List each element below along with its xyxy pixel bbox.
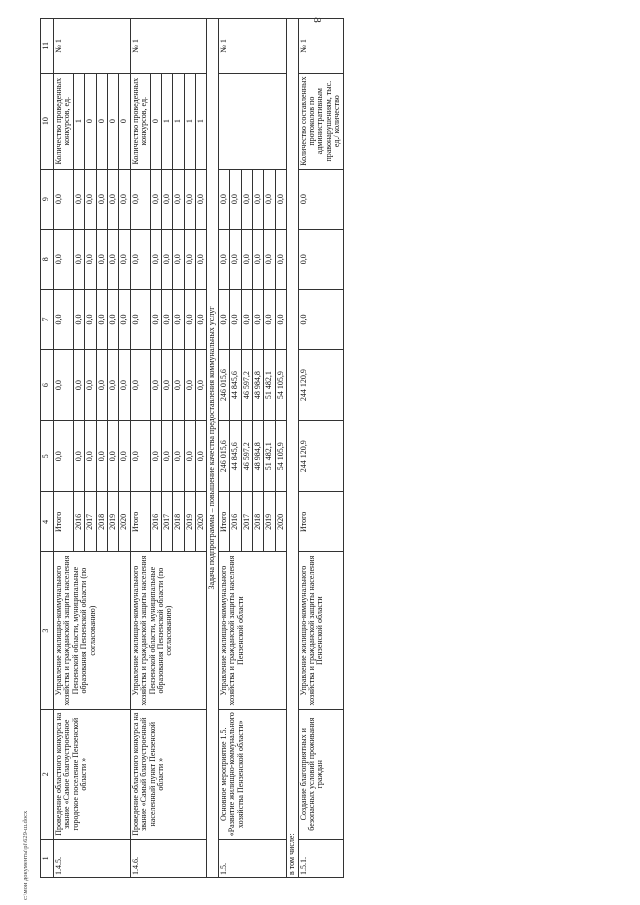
indicator-value: 1 xyxy=(73,73,84,169)
value-cell: 54 105,9 xyxy=(275,421,286,492)
year-cell: 2019 xyxy=(107,492,118,552)
program-table xyxy=(40,18,344,878)
value-cell: 48 984,8 xyxy=(253,350,264,421)
value-cell: 44 845,6 xyxy=(230,421,241,492)
value-cell: 0,0 xyxy=(150,421,161,492)
value-cell: 0,0 xyxy=(150,289,161,349)
table-row xyxy=(130,19,150,878)
value-cell: 0,0 xyxy=(253,169,264,229)
value-cell: 0,0 xyxy=(107,350,118,421)
value-cell: 0,0 xyxy=(253,289,264,349)
value-cell: 0,0 xyxy=(264,169,275,229)
value-cell: 0,0 xyxy=(54,229,74,289)
value-cell: 0,0 xyxy=(85,289,96,349)
column-header: 10 xyxy=(41,73,54,169)
executor: Управление жилищно-коммунального хозяйства и гражданской защиты населения Пензенской области, муниципальные образования Пензенской области (по согласованию) xyxy=(54,552,131,709)
value-cell: 0,0 xyxy=(173,289,184,349)
value-cell: 0,0 xyxy=(54,169,74,229)
year-cell: 2018 xyxy=(96,492,107,552)
row-number: 1.5. xyxy=(218,839,286,877)
year-cell: 2017 xyxy=(85,492,96,552)
value-cell: 0,0 xyxy=(184,229,195,289)
value-cell: 44 845,6 xyxy=(230,350,241,421)
value-cell: 0,0 xyxy=(196,169,207,229)
indicator-value: 0 xyxy=(85,73,96,169)
value-cell: 0,0 xyxy=(275,229,286,289)
rotated-page xyxy=(40,18,620,878)
footer-path: c:\мои документы\pi\629-ш.docx xyxy=(22,810,29,900)
value-cell: 0,0 xyxy=(73,350,84,421)
value-cell: 0,0 xyxy=(119,229,130,289)
value-cell: 0,0 xyxy=(298,229,343,289)
link-cell: № 1 xyxy=(218,19,286,74)
indicator-value: 0 xyxy=(119,73,130,169)
value-cell: 51 482,1 xyxy=(264,421,275,492)
indicator-name xyxy=(218,73,286,169)
indicator-name: Количество проведенных конкурсов, ед. xyxy=(54,73,74,169)
value-cell: 0,0 xyxy=(96,229,107,289)
value-cell: 54 105,9 xyxy=(275,350,286,421)
executor: Управление жилищно-коммунального хозяйства и гражданской защиты населения Пензенской области, муниципальные образования Пензенской области (по согласованию) xyxy=(130,552,207,709)
header-row xyxy=(41,19,54,878)
value-cell: 0,0 xyxy=(85,421,96,492)
year-cell: 2020 xyxy=(275,492,286,552)
value-cell: 0,0 xyxy=(73,169,84,229)
column-header: 8 xyxy=(41,229,54,289)
measure-name: Проведение областного конкурса на звание «Самое благоустроенное городское поселение Пензенской области » xyxy=(54,709,131,839)
column-header: 3 xyxy=(41,552,54,709)
value-cell: 0,0 xyxy=(298,169,343,229)
indicator-value: 0 xyxy=(150,73,161,169)
column-header: 6 xyxy=(41,350,54,421)
value-cell: 0,0 xyxy=(73,421,84,492)
indicator-value: 1 xyxy=(184,73,195,169)
row-number: 1.4.5. xyxy=(54,839,131,877)
value-cell: 0,0 xyxy=(264,289,275,349)
value-cell: 0,0 xyxy=(161,229,172,289)
value-cell: 0,0 xyxy=(196,289,207,349)
value-cell: 0,0 xyxy=(96,350,107,421)
value-cell: 0,0 xyxy=(130,169,150,229)
value-cell: 0,0 xyxy=(85,169,96,229)
value-cell: 0,0 xyxy=(130,350,150,421)
measure-name: Основное мероприятие 1.5. «Развитие жилищно-коммунального хозяйства Пензенской области» xyxy=(218,709,286,839)
year-cell: 2019 xyxy=(264,492,275,552)
value-cell: 0,0 xyxy=(161,350,172,421)
row-number: 1.5.1. xyxy=(298,839,343,877)
section-title: Задача подпрограммы – повышение качества предоставления коммунальных услуг xyxy=(207,19,218,878)
value-cell: 0,0 xyxy=(73,289,84,349)
value-cell: 0,0 xyxy=(173,169,184,229)
year-cell: 2018 xyxy=(253,492,264,552)
indicator-value: 1 xyxy=(173,73,184,169)
value-cell: 0,0 xyxy=(184,421,195,492)
value-cell: 0,0 xyxy=(253,229,264,289)
value-cell: 0,0 xyxy=(130,229,150,289)
value-cell: 46 597,2 xyxy=(241,421,252,492)
value-cell: 0,0 xyxy=(173,350,184,421)
value-cell: 48 984,8 xyxy=(253,421,264,492)
year-cell: 2017 xyxy=(241,492,252,552)
table-row xyxy=(298,19,343,878)
value-cell: 0,0 xyxy=(196,421,207,492)
section-row xyxy=(207,19,218,878)
year-cell: Итого xyxy=(54,492,74,552)
value-cell: 0,0 xyxy=(173,229,184,289)
value-cell: 0,0 xyxy=(130,289,150,349)
value-cell: 0,0 xyxy=(275,169,286,229)
link-cell: № 1 xyxy=(130,19,207,74)
value-cell: 0,0 xyxy=(85,350,96,421)
value-cell: 46 597,2 xyxy=(241,350,252,421)
column-header: 4 xyxy=(41,492,54,552)
value-cell: 0,0 xyxy=(107,229,118,289)
year-cell: 2017 xyxy=(161,492,172,552)
year-cell: 2020 xyxy=(119,492,130,552)
indicator-name: Количество проведенных конкурсов, ед. xyxy=(130,73,150,169)
value-cell: 0,0 xyxy=(173,421,184,492)
value-cell: 0,0 xyxy=(230,229,241,289)
year-cell: 2016 xyxy=(73,492,84,552)
value-cell: 0,0 xyxy=(96,169,107,229)
column-header: 1 xyxy=(41,839,54,877)
indicator-name: Количество составленных протоколов по административным правонарушениям, тыс. ед./ количество xyxy=(298,73,343,169)
column-header: 9 xyxy=(41,169,54,229)
value-cell: 0,0 xyxy=(161,169,172,229)
column-header: 2 xyxy=(41,709,54,839)
year-cell: Итого xyxy=(218,492,229,552)
value-cell: 246 015,6 xyxy=(218,421,229,492)
value-cell: 0,0 xyxy=(54,421,74,492)
indicator-value: 0 xyxy=(96,73,107,169)
executor: Управление жилищно-коммунального хозяйства и гражданской защиты населения Пензенской области xyxy=(218,552,286,709)
column-header: 7 xyxy=(41,289,54,349)
note-row xyxy=(287,19,298,878)
value-cell: 0,0 xyxy=(150,229,161,289)
value-cell: 0,0 xyxy=(150,350,161,421)
table-row xyxy=(54,19,74,878)
value-cell: 0,0 xyxy=(107,421,118,492)
value-cell: 0,0 xyxy=(298,289,343,349)
value-cell: 244 120,9 xyxy=(298,350,343,421)
value-cell: 0,0 xyxy=(107,289,118,349)
indicator-value: 1 xyxy=(161,73,172,169)
value-cell: 0,0 xyxy=(230,169,241,229)
year-cell: 2019 xyxy=(184,492,195,552)
column-header: 11 xyxy=(41,19,54,74)
value-cell: 0,0 xyxy=(241,229,252,289)
value-cell: 0,0 xyxy=(196,229,207,289)
value-cell: 0,0 xyxy=(73,229,84,289)
table-row xyxy=(218,19,229,878)
value-cell: 0,0 xyxy=(119,350,130,421)
value-cell: 0,0 xyxy=(96,289,107,349)
value-cell: 0,0 xyxy=(218,289,229,349)
value-cell: 0,0 xyxy=(107,169,118,229)
value-cell: 0,0 xyxy=(241,289,252,349)
value-cell: 0,0 xyxy=(119,289,130,349)
measure-name: Проведение областного конкурса на звание «Самый благоустроенный населенный пункт Пензенской области » xyxy=(130,709,207,839)
executor: Управление жилищно-коммунального хозяйства и гражданской защиты населения Пензенской области xyxy=(298,552,343,709)
year-cell: 2016 xyxy=(150,492,161,552)
value-cell: 0,0 xyxy=(218,229,229,289)
measure-name: Создание благоприятных и безопасных условий проживания граждан xyxy=(298,709,343,839)
value-cell: 0,0 xyxy=(275,289,286,349)
value-cell: 0,0 xyxy=(184,350,195,421)
value-cell: 51 482,1 xyxy=(264,350,275,421)
value-cell: 0,0 xyxy=(54,289,74,349)
value-cell: 0,0 xyxy=(184,169,195,229)
value-cell: 0,0 xyxy=(196,350,207,421)
value-cell: 0,0 xyxy=(119,421,130,492)
including-note: в том числе: xyxy=(287,19,298,878)
value-cell: 0,0 xyxy=(96,421,107,492)
value-cell: 0,0 xyxy=(264,229,275,289)
page-number: 8 xyxy=(310,17,323,23)
value-cell: 0,0 xyxy=(161,289,172,349)
value-cell: 246 015,6 xyxy=(218,350,229,421)
value-cell: 0,0 xyxy=(218,169,229,229)
value-cell: 0,0 xyxy=(85,229,96,289)
value-cell: 244 120,9 xyxy=(298,421,343,492)
value-cell: 0,0 xyxy=(54,350,74,421)
column-header: 5 xyxy=(41,421,54,492)
value-cell: 0,0 xyxy=(161,421,172,492)
value-cell: 0,0 xyxy=(230,289,241,349)
year-cell: 2016 xyxy=(230,492,241,552)
value-cell: 0,0 xyxy=(119,169,130,229)
row-number: 1.4.6. xyxy=(130,839,207,877)
value-cell: 0,0 xyxy=(130,421,150,492)
year-cell: 2018 xyxy=(173,492,184,552)
value-cell: 0,0 xyxy=(184,289,195,349)
indicator-value: 1 xyxy=(196,73,207,169)
indicator-value: 0 xyxy=(107,73,118,169)
link-cell: № 1 xyxy=(298,19,343,74)
link-cell: № 1 xyxy=(54,19,131,74)
value-cell: 0,0 xyxy=(150,169,161,229)
year-cell: Итого xyxy=(298,492,343,552)
year-cell: Итого xyxy=(130,492,150,552)
year-cell: 2020 xyxy=(196,492,207,552)
value-cell: 0,0 xyxy=(241,169,252,229)
